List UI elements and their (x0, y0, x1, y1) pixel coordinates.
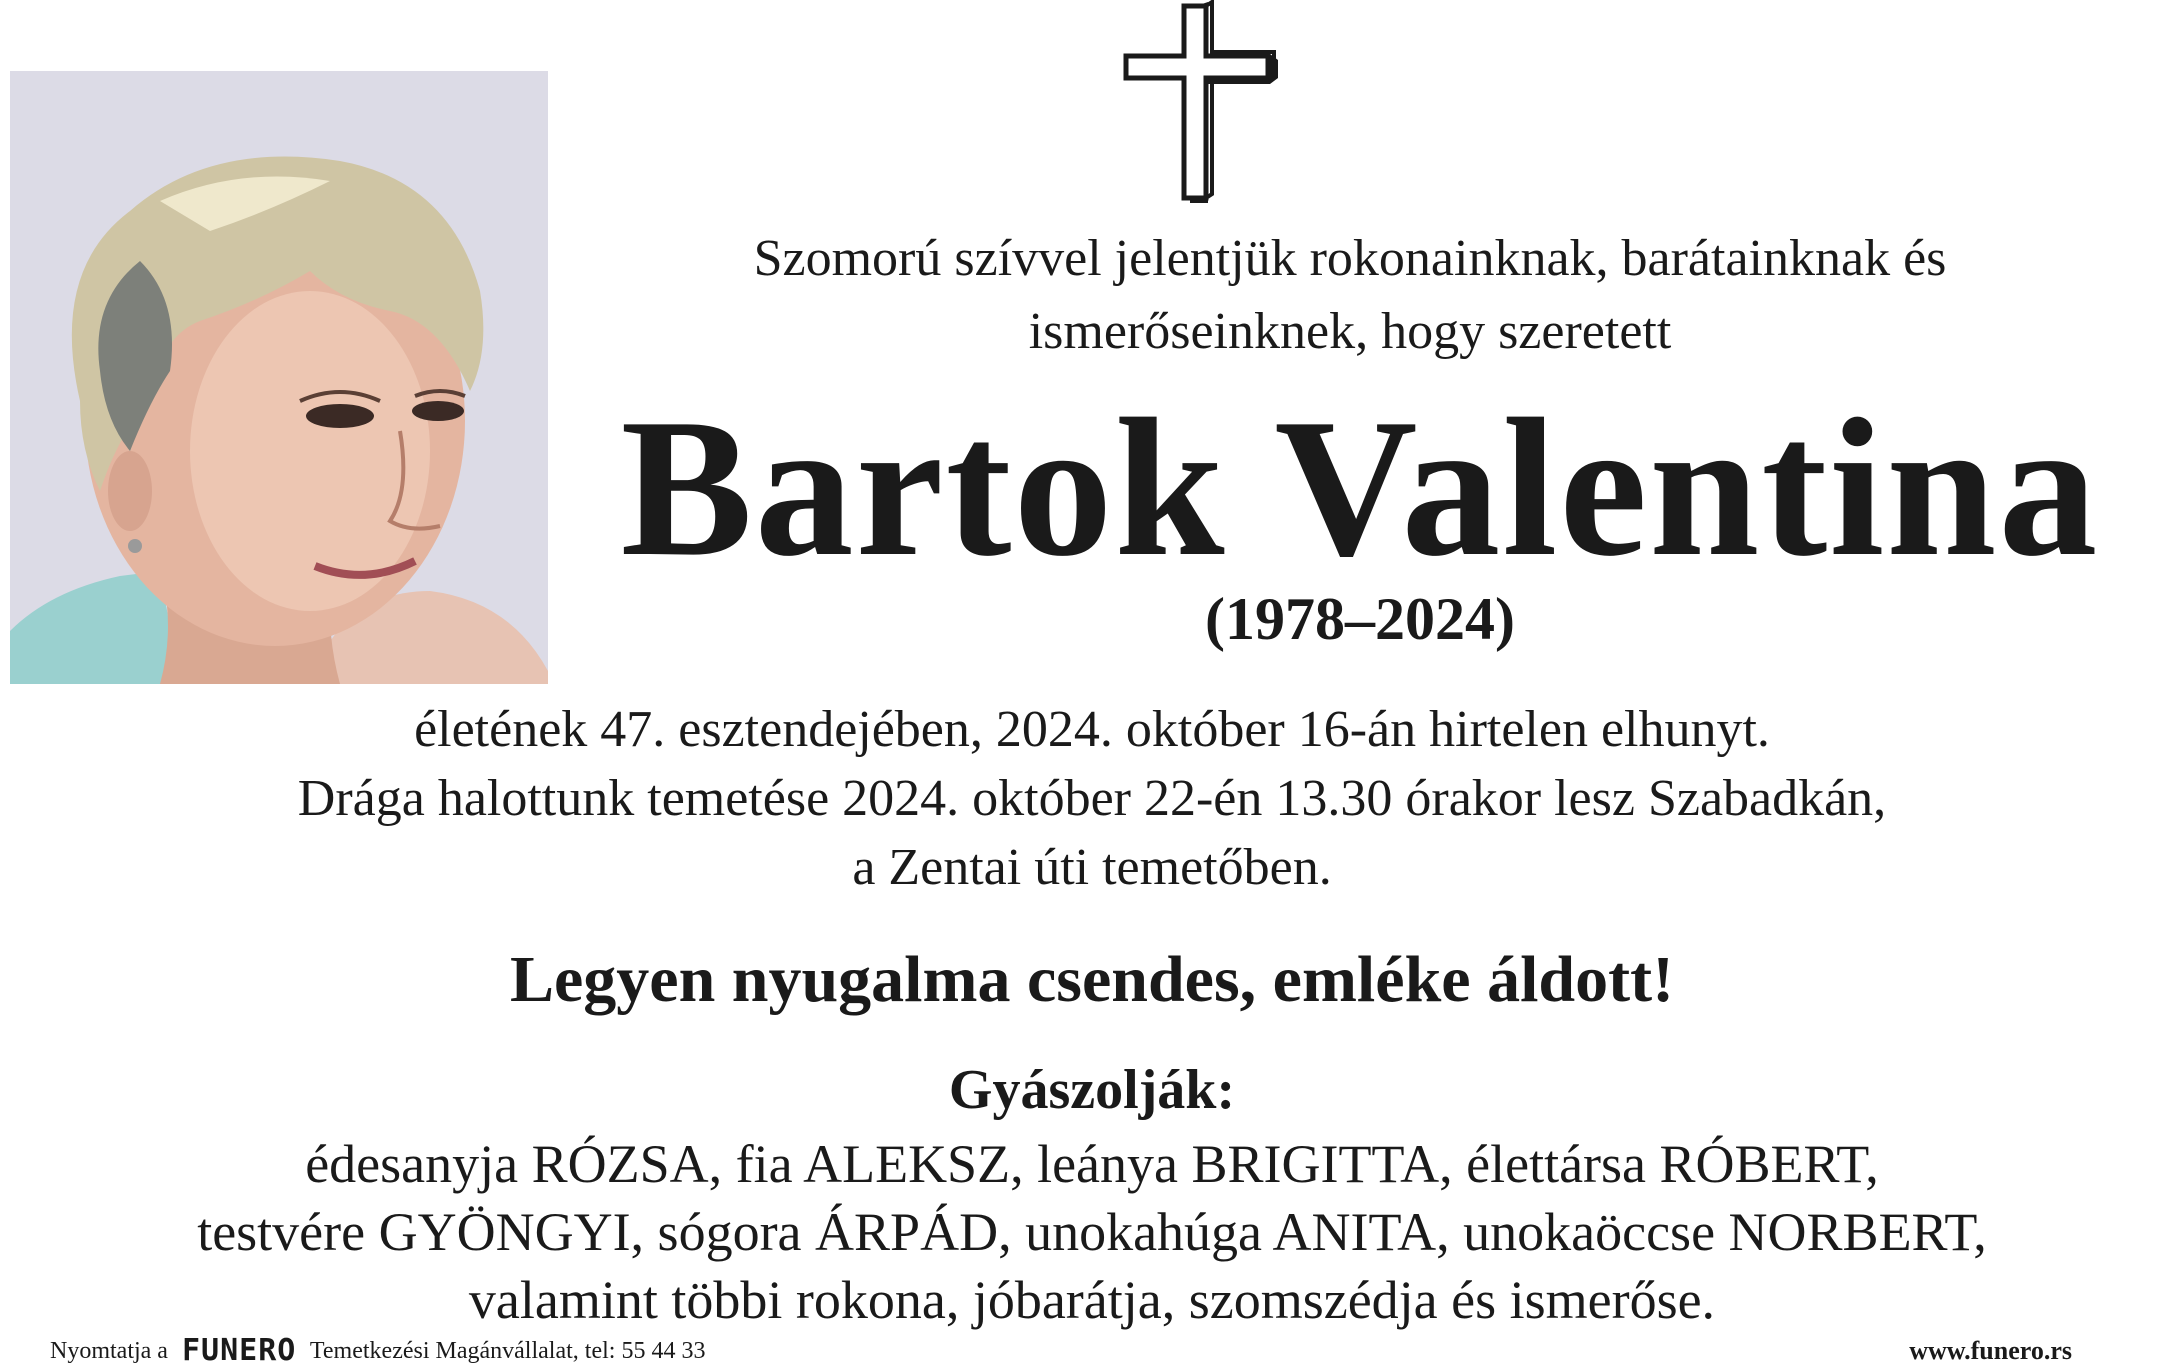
mourners-line: valamint többi rokona, jóbarátja, szomszédja és ismerőse. (468, 1270, 1716, 1330)
cross-shape (1120, 0, 1284, 205)
footer-printer (50, 1333, 706, 1368)
portrait-photo (10, 71, 548, 684)
website-link[interactable]: www.funero.rs (1909, 1336, 2072, 1365)
mourners-heading: Gyászolják: (948, 1059, 1236, 1121)
announcement-line: Drága halottunk temetése 2024. október 22-én 13.30 órakor lesz Szabadkán, (297, 770, 1887, 827)
deceased-name: Bartok Valentina (620, 378, 2100, 597)
funero-logo: FUNERO (181, 1333, 297, 1368)
announcement-line: a Zentai úti temetőben. (852, 839, 1332, 896)
intro-line: Szomorú szívvel jelentjük rokonainknak, barátainknak és (753, 230, 1947, 287)
announcement-text (0, 695, 2184, 902)
mourners-line: édesanyja RÓZSA, fia ALEKSZ, leánya BRIGITTA, élettársa RÓBERT, (305, 1134, 1879, 1194)
mourners-list (0, 1130, 2184, 1334)
printed-by-label: Nyomtatja a (50, 1338, 168, 1364)
company-info: Temetkezési Magánvállalat, tel: 55 44 33 (309, 1338, 706, 1364)
announcement-line: életének 47. esztendejében, 2024. október 16-án hirtelen elhunyt. (414, 701, 1770, 758)
mourners-line: testvére GYÖNGYI, sógora ÁRPÁD, unokahúga ANITA, unokaöccse NORBERT, (197, 1202, 1987, 1262)
intro-text (600, 222, 2100, 368)
intro-line: ismerőseinknek, hogy szeretett (1028, 303, 1672, 360)
cross-icon (1120, 0, 1284, 205)
life-years: (1978–2024) (1205, 586, 1515, 652)
blessing-text: Legyen nyugalma csendes, emléke áldott! (509, 943, 1675, 1016)
portrait-illustration (10, 71, 548, 684)
